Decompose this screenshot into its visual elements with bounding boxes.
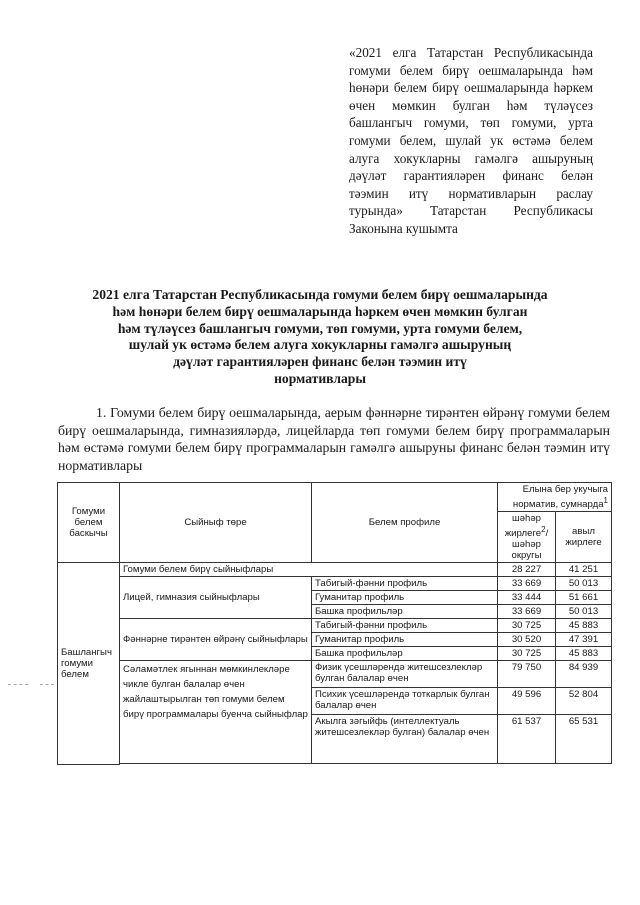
city-value: 30 725	[498, 619, 556, 633]
rural-value: 50 013	[556, 577, 612, 591]
profile-cell: Гуманитар профиль	[312, 633, 498, 647]
class-type-cell: Лицей, гимназия сыйныфлары	[120, 577, 312, 619]
profile-cell: Гуманитар профиль	[312, 591, 498, 605]
rural-value: 65 531	[556, 715, 612, 764]
table-row	[58, 577, 612, 591]
header-class-type: Сыйныф төре	[120, 483, 312, 563]
title-line: шулай ук өстәмә белем алуга хокукларны гамәлгә ашыруның	[128, 337, 512, 353]
appendix-note: «2021 елга Татарстан Республикасында гомуми белем бирү оешмаларында һәм һөнәри белем бирү оешмаларында һәркем өчен мөмкин булган һәм түләүсез башлангыч гомуми, төп гомуми, урта гомуми белем, шулай ук өстәмә белем алуга хокукларны гамәлгә ашыруның дәүләт гарантияләрен финанс белән тәэмин итү нормативларын раслау турында» Татарстан Республикасы Законына кушымта	[349, 45, 593, 236]
profile-cell: Физик үсешләрендә житешсезлекләр булган балалар өчен	[312, 661, 498, 688]
rural-value: 45 883	[556, 647, 612, 661]
city-value: 49 596	[498, 688, 556, 715]
table-spacer-row	[58, 764, 612, 765]
header-city: шәһәр жирлеге$^2$/ шәһәр округы	[498, 512, 556, 563]
city-value: 30 725	[498, 647, 556, 661]
city-value: 61 537	[498, 715, 556, 764]
city-value: 33 669	[498, 605, 556, 619]
profile-cell: Психик үсешләрендә тоткарлык булган балалар өчен	[312, 688, 498, 715]
rural-value: 50 013	[556, 605, 612, 619]
class-type-cell: Сәламәтлек ягыннан мөмкинлекләре чикле булган балалар өчен жайлаштырылган төп гомуми белем бирү программалары буенча сыйныфлар	[120, 661, 312, 764]
profile-cell: Акылга зәгыйфь (интеллектуаль житешсезлекләр булган) балалар өчен	[312, 715, 498, 764]
city-value: 79 750	[498, 661, 556, 688]
profile-cell: Башка профильләр	[312, 605, 498, 619]
profile-cell: Табигый-фәнни профиль	[312, 577, 498, 591]
rural-value: 51 661	[556, 591, 612, 605]
table-row	[58, 661, 612, 688]
profile-cell: Башка профильләр	[312, 647, 498, 661]
class-type-cell: Гомуми белем бирү сыйныфлары	[120, 563, 498, 577]
norms-table	[57, 482, 612, 765]
table-row	[58, 619, 612, 633]
table-header-row	[58, 483, 612, 512]
section-paragraph: 1. Гомуми белем бирү оешмаларында, аерым фәннәрне тирәнтен өйрәнү гомуми белем бирү оешмаларында, гимназияләрдә, лицейларда төп гомуми белем бирү программаларын һәм өстәмә гомуми белем бирү программаларын гамәлгә ашыруны финанс белән тәэмин итү нормативлары	[58, 405, 610, 473]
city-value: 30 520	[498, 633, 556, 647]
rural-value: 47 391	[556, 633, 612, 647]
rural-value: 84 939	[556, 661, 612, 688]
title-line: һәм түләүсез башлангыч гомуми, төп гомуми, урта гомуми белем,	[117, 320, 523, 336]
document-title	[60, 287, 580, 388]
title-line: 2021 елга Татарстан Республикасында гомуми белем бирү оешмаларында	[92, 287, 548, 302]
header-per-student: Елына бер укучыга норматив, сумнарда$^1$	[498, 483, 612, 512]
rural-value: 41 251	[556, 563, 612, 577]
city-value: 33 669	[498, 577, 556, 591]
header-level: Гомуми белем баскычы	[58, 483, 120, 563]
class-type-cell: Фәннәрне тирәнтен өйрәнү сыйныфлары	[120, 619, 312, 661]
city-value: 28 227	[498, 563, 556, 577]
scan-mark	[40, 684, 54, 685]
rural-value: 52 804	[556, 688, 612, 715]
title-line: һәм һөнәри белем бирү оешмаларында һәркем өчен мөмкин булган	[112, 303, 528, 319]
table-row	[58, 563, 612, 577]
scan-mark	[8, 684, 28, 685]
profile-cell: Табигый-фәнни профиль	[312, 619, 498, 633]
title-line: дәүләт гарантияләрен финанс белән тәэмин итү	[173, 354, 467, 370]
header-rural: авыл жирлеге	[556, 512, 612, 563]
title-line: нормативлары	[274, 370, 366, 386]
level-cell: Башлангыч гомуми белем	[58, 563, 120, 765]
header-profile: Белем профиле	[312, 483, 498, 563]
rural-value: 45 883	[556, 619, 612, 633]
city-value: 33 444	[498, 591, 556, 605]
